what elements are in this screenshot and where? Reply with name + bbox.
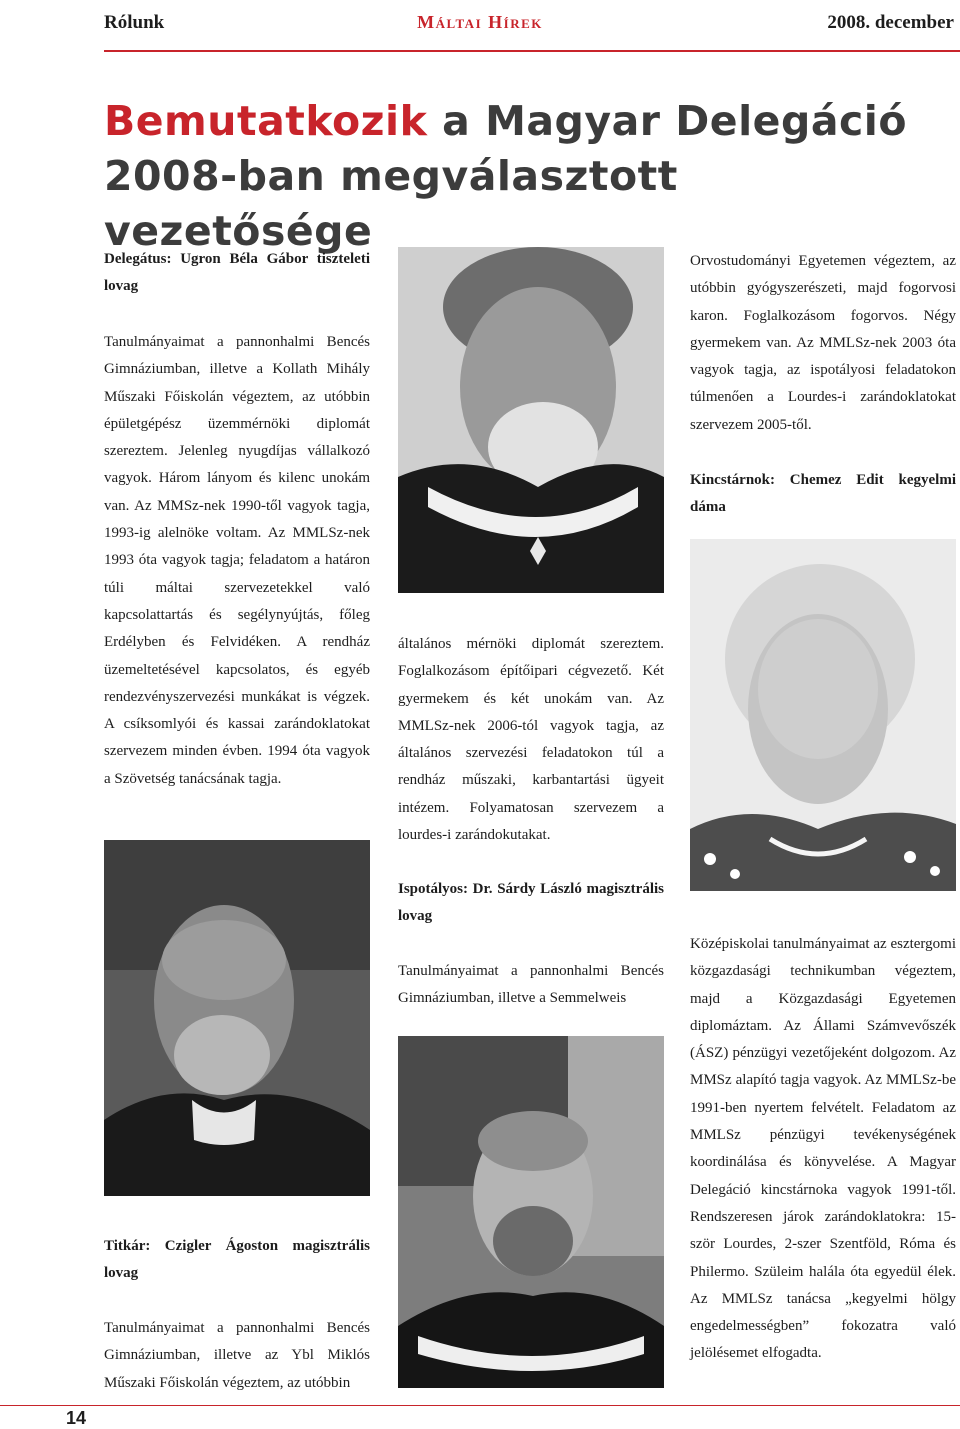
hospitaller-bio-start: Tanulmányaimat a pannonhalmi Bencés Gimnáziumban, illetve a Semmelweis (398, 963, 664, 1007)
delegate-bio: Tanulmányaimat a pannonhalmi Bencés Gimnáziumban, illetve a Kollath Mihály Műszaki Főiskolán végeztem, az utóbbin épületgépész üzemmérnöki diplomát szereztem. Jelenleg nyugdíjas vállalkozó vagyok. Három lányom és kilenc unokám van. Az MMSz-nek 1990-től vagyok tagja, 1993-ig alelnöke voltam. Az MMLSz-nek 1993 óta vagyok tagja; feladatom a határon túli máltai szervezetekkel való kapcsolattartás és segélynyújtás, főleg Erdélyben és Felvidéken. A rendház üzemeltetésével kapcsolatos, és egyéb rendezvényszervezési munkákat is végzek. A csíksomlyói és kassai zarándoklatokat szervezem minden évben. 1994 óta vagyok a Szövetség tanácsának tagja. (104, 334, 370, 787)
footer-divider (0, 1405, 960, 1406)
photo-secretary (104, 840, 370, 1196)
photo-hospitaller (398, 1036, 664, 1388)
secretary-bio-continued: általános mérnöki diplomát szereztem. Foglalkozásom építőipari cégvezető. Két gyermekem és két unokám van. Az MMLSz-nek 2006-tól vagyok tagja, az általános szervezési feladatokon túl a rendház műszaki, karbantartási ügyeit intézem. Folyamatosan szervezem a lourdes-i zarándokutakat. (398, 636, 664, 844)
title-line1-rest: a Magyar Delegáció (427, 97, 908, 145)
hospitaller-bio-continued: Orvostudományi Egyetemen végeztem, az utóbbin gyógyszerészeti, majd fogorvosi karon. Foglalkozásom fogorvos. Négy gyermekem van. Az MMLSz-nek 2003 óta vagyok tagja, az ispotályosi feladatokon túlmenően a Lourdes-i zarándoklatokat szervezem 2005-től. (690, 253, 956, 433)
publication-name: Máltai Hírek (417, 12, 543, 32)
page-title (104, 94, 954, 259)
title-line2: 2008-ban megválasztott vezetősége (104, 152, 678, 255)
secretary-heading: Titkár: Czigler Ágoston magisztrális lovag (104, 1238, 370, 1282)
treasurer-heading: Kincstárnok: Chemez Edit kegyelmi dáma (690, 472, 956, 516)
header-divider (104, 50, 960, 52)
delegate-heading: Delegátus: Ugron Béla Gábor tiszteleti lovag (104, 251, 370, 295)
title-highlight: Bemutatkozik (104, 97, 428, 145)
issue-date: 2008. december (827, 12, 954, 33)
treasurer-bio: Középiskolai tanulmányaimat az esztergomi közgazdasági technikumban végeztem, majd a Közgazdasági Egyetemen diplomáztam. Az Állami Számvevőszék (ÁSZ) pénzügyi vezetőjeként dolgozom. Az MMSz alapító tagja vagyok. Az MMLSz-be 1991-ben nyertem felvételt. Feladatom az MMLSz pénzügyi tevékenységének koordinálása és könyvelése. A Magyar Delegáció kincstárnoka vagyok 1991-től. Rendszeresen járok zarándoklatokra: 15-ször Lourdes, 2-szer Szentföld, Róma és Philermo. Szüleim halála óta egyedül élek. Az MMLSz tanácsa „kegyelmi hölgy engedelmességben” fokozatra való jelölésemet elfogadta. (690, 936, 956, 1362)
hospitaller-heading: Ispotályos: Dr. Sárdy László magisztrális lovag (398, 881, 664, 925)
photo-delegate (398, 247, 664, 593)
page-number: 14 (65, 1408, 87, 1428)
secretary-bio-start: Tanulmányaimat a pannonhalmi Bencés Gimnáziumban, illetve az Ybl Miklós Műszaki Főiskolán végeztem, az utóbbin (104, 1320, 370, 1391)
photo-treasurer (690, 539, 956, 891)
section-label: Rólunk (104, 12, 165, 33)
